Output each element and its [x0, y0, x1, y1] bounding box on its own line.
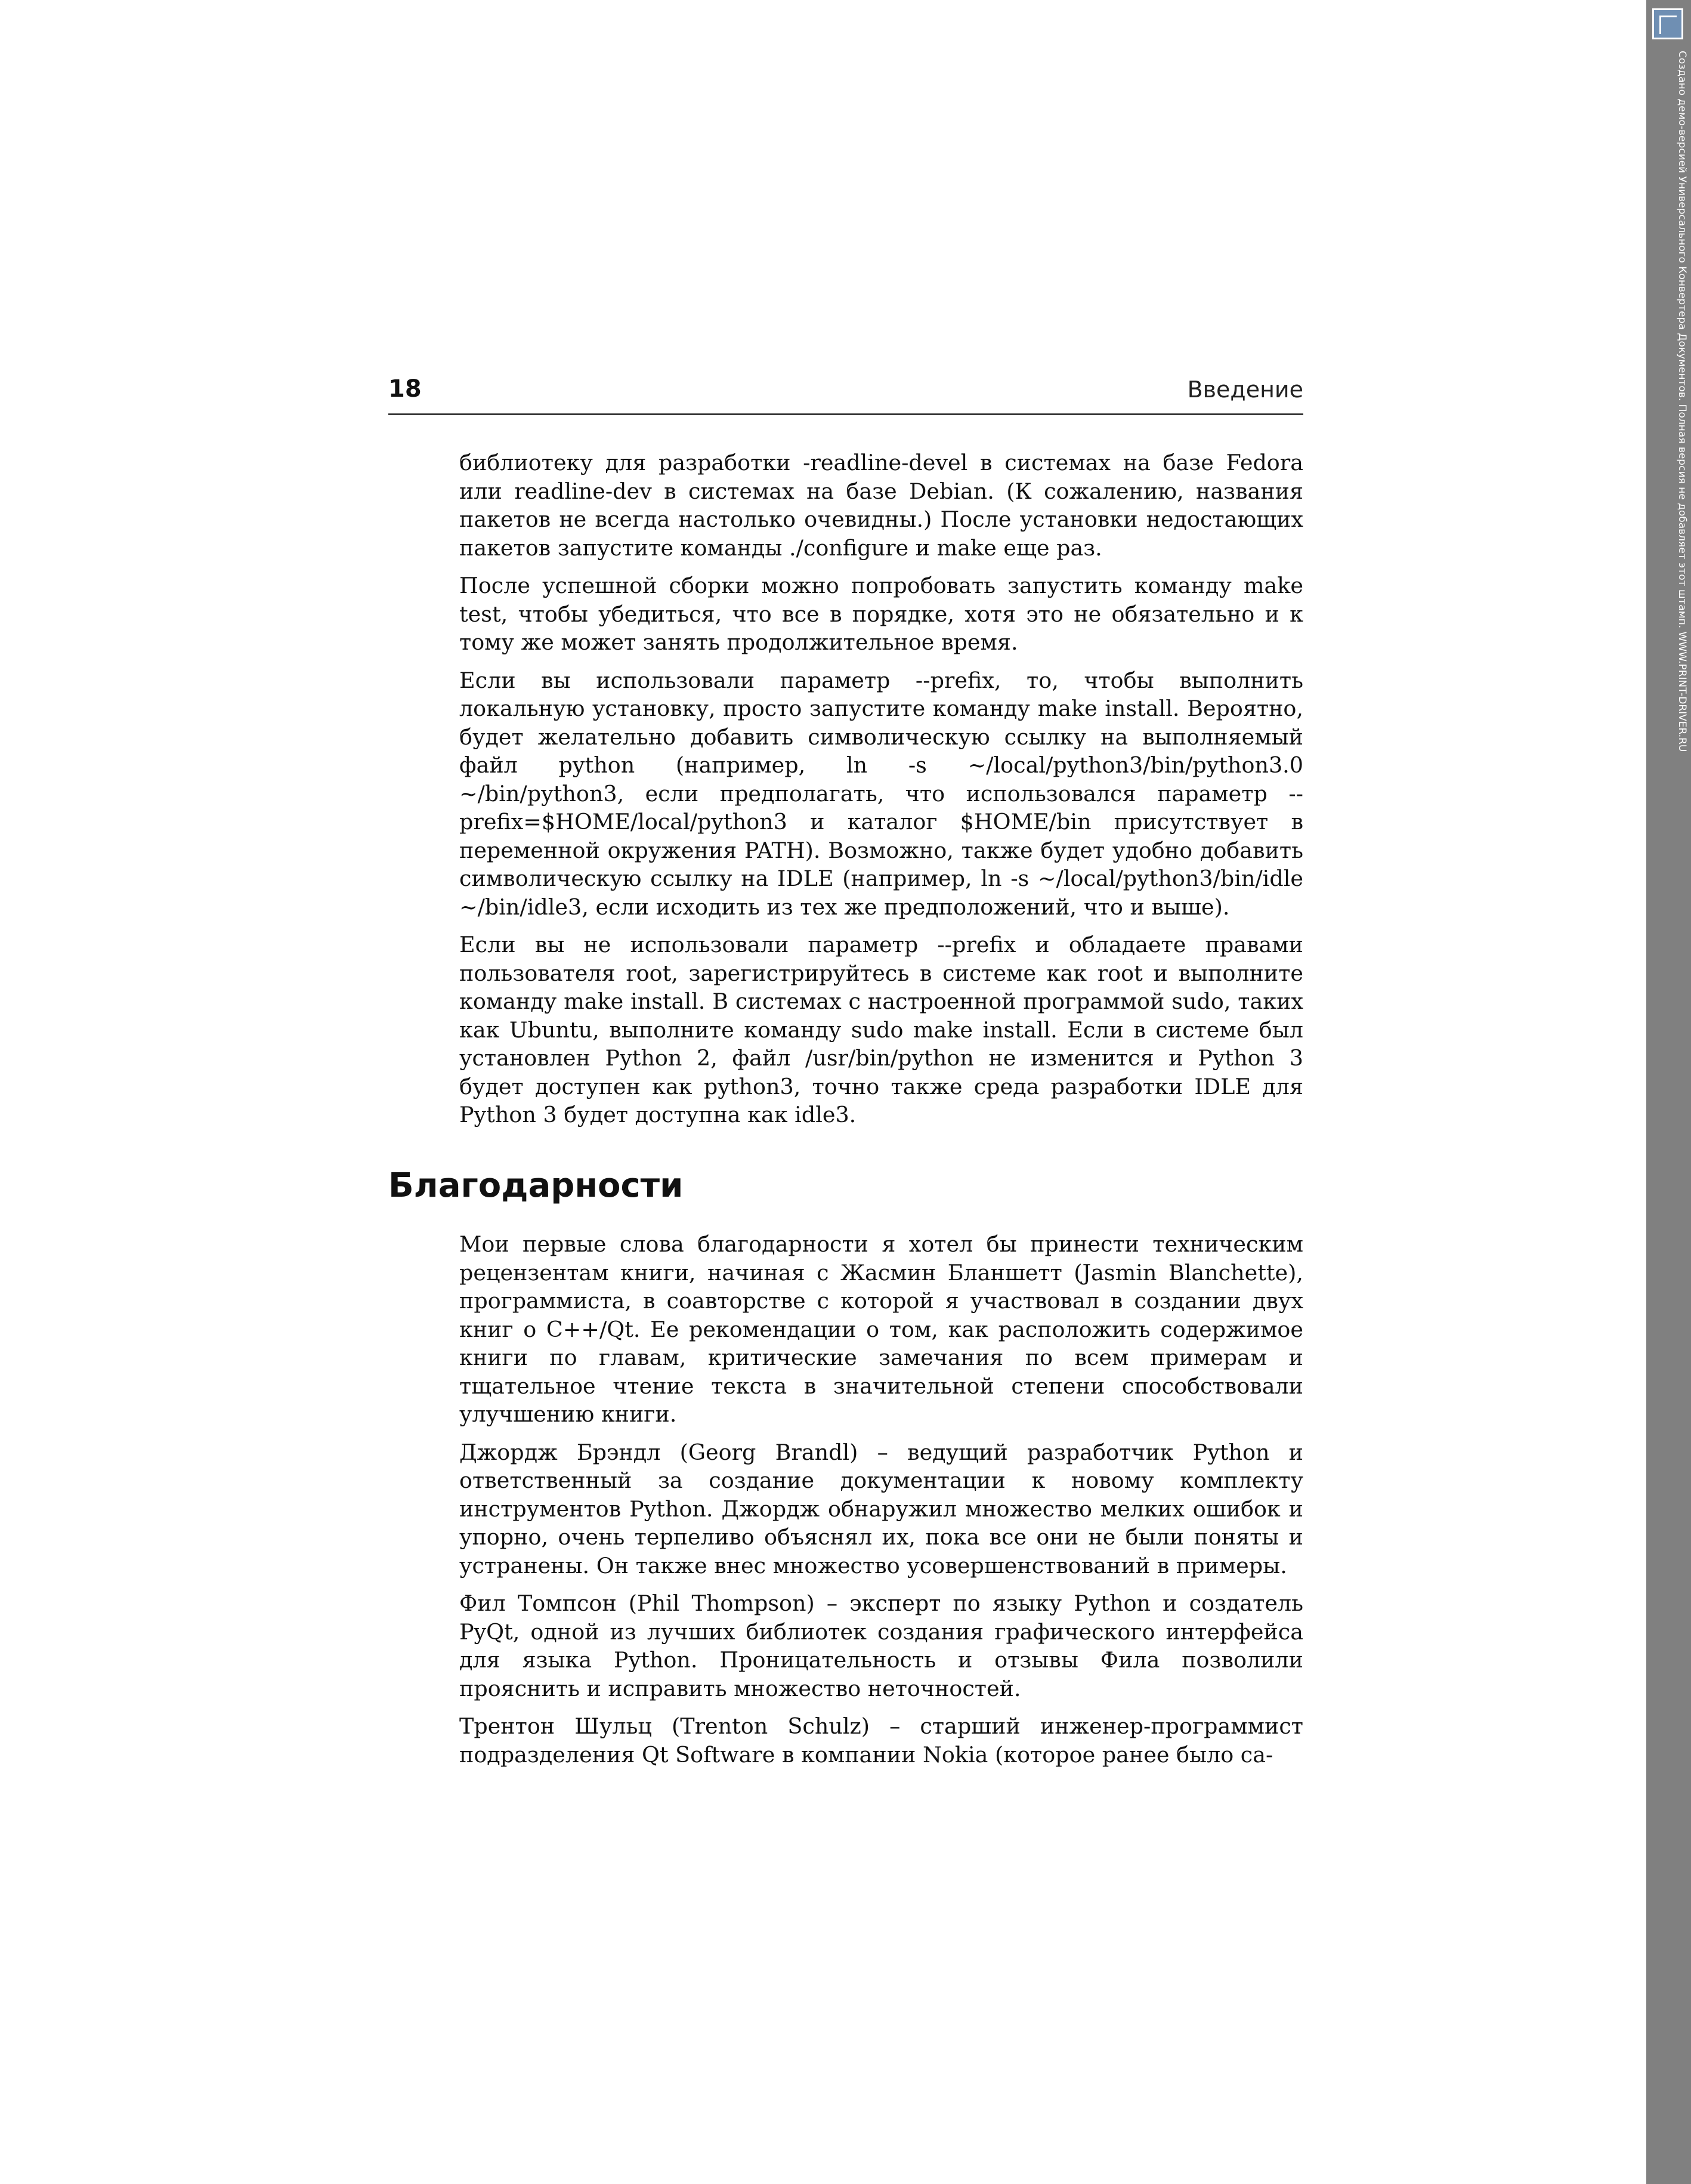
paragraph: Если вы не использовали параметр --prefix и обладаете правами пользователя root, зарегистрируйтесь в системе как root и выполните команду make install. В системах с настроенной программой sudo, таких как Ubuntu, выполните команду sudo make install. Если в системе был установлен Python 2, файл /usr/bin/python не изменится и Python 3 будет доступен как python3, точно также среда разработки IDLE для Python 3 будет доступна как idle3. [459, 932, 1303, 1127]
paragraph: Фил Томпсон (Phil Thompson) – эксперт по языку Python и создатель PyQt, одной из лучших библиотек создания графического интерфейса для языка Python. Проницательность и отзывы Фила позволили прояснить и исправить множество неточностей. [459, 1590, 1303, 1701]
paragraph: Трентон Шульц (Trenton Schulz) – старший инженер-программист подразделения Qt Software в компании Nokia (которое ранее было са- [459, 1713, 1303, 1768]
running-header [388, 373, 1303, 415]
acknowledgements-text-block [459, 1230, 1303, 1778]
page-number: 18 [388, 375, 422, 403]
paragraph: Джордж Брэндл (Georg Brandl) – ведущий разработчик Python и ответственный за создание документации к новому комплекту инструментов Python. Джордж обнаружил множество мелких ошибок и упорно, очень терпеливо объяснял их, пока все они не были поняты и устранены. Он также внес множество усовершенствований в примеры. [459, 1439, 1303, 1578]
paragraph: библиотеку для разработки -readline-devel в системах на базе Fedora или readline-dev в системах на базе Debian. (К сожалению, названия пакетов не всегда настолько очевидны.) После установки недостающих пакетов запустите команды ./configure и make еще раз. [459, 450, 1303, 561]
document-converter-logo-icon [1652, 8, 1683, 39]
section-heading: Благодарности [388, 1166, 684, 1205]
paragraph: После успешной сборки можно попробовать запустить команду make test, чтобы убедиться, что все в порядке, хотя это не обязательно и к тому же может занять продолжительное время. [459, 573, 1303, 655]
installation-text-block [459, 449, 1303, 1139]
chapter-name: Введение [1187, 376, 1303, 403]
watermark-text: Создано демо-версией Универсального Конвертера Документов. Полная версия не добавляет этот штамп. WWW.PRINT-DRIVER.RU [1676, 51, 1688, 752]
paragraph: Если вы использовали параметр --prefix, то, чтобы выполнить локальную установку, просто запустите команду make install. Вероятно, будет желательно добавить символическую ссылку на выполняемый файл python (например, ln -s ~/local/python3/bin/python3.0 ~/bin/python3, если предполагать, что использовался параметр --prefix=$HOME/local/python3 и каталог $HOME/bin присутствует в переменной окружения PATH). Возможно, также будет удобно добавить символическую ссылку на IDLE (например, ln -s ~/local/python3/bin/idle ~/bin/idle3, если исходить из тех же предположений, что и выше). [459, 667, 1303, 920]
paragraph: Мои первые слова благодарности я хотел бы принести техническим рецензентам книги, начиная с Жасмин Бланшетт (Jasmin Blanchette), программиста, в соавторстве с которой я участвовал в создании двух книг о C++/Qt. Ее рекомендации о том, как расположить содержимое книги по главам, критические замечания по всем примерам и тщательное чтение текста в значительной степени способствовали улучшению книги. [459, 1231, 1303, 1427]
